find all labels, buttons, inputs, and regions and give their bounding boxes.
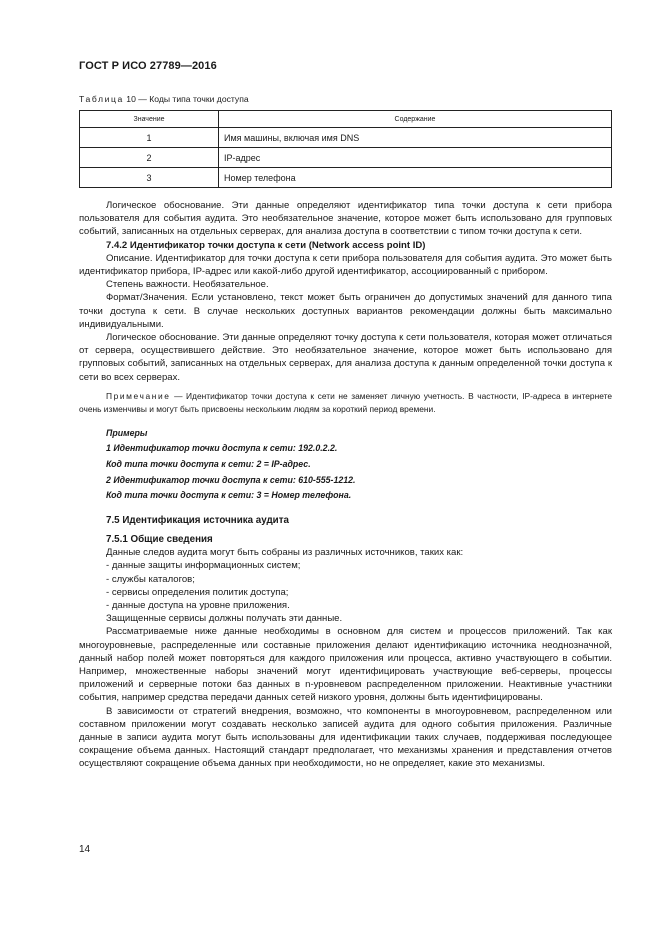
column-header-content: Содержание [219, 111, 612, 128]
paragraph-protected-services: Защищенные сервисы должны получать эти данные. [106, 613, 343, 625]
list-item: - данные доступа на уровне приложения. [106, 600, 290, 612]
page-number: 14 [79, 844, 91, 855]
table-cell-value: 1 [80, 128, 219, 148]
example-line: 2 Идентификатор точки доступа к сети: 610-555-1212. [106, 474, 356, 485]
paragraph-description: Описание. Идентификатор для точки доступа к сети прибора пользователя для события аудита. Это может быть идентификатор прибора, IP-адрес или какой-либо другой идентификатор, ассоциированный с прибором. [79, 252, 612, 278]
subsection-heading-7-4-2: 7.4.2 Идентификатор точки доступа к сети (Network access point ID) [106, 239, 426, 251]
note-text: — Идентификатор точки доступа к сети не заменяет личную учетность. В частности, IP-адреса в интернете очень изменчивы и могут быть присвоены нескольким людям за короткий период времени. [79, 390, 612, 414]
examples-block [79, 426, 612, 504]
examples-title: Примеры [106, 427, 148, 438]
note [79, 390, 612, 416]
list-item: - сервисы определения политик доступа; [106, 586, 289, 598]
list-item: - службы каталогов; [106, 573, 195, 585]
paragraph-multitier: Рассматриваемые ниже данные необходимы в основном для систем и процессов приложений. Так как многоуровневые, распределенные или составные приложения делают идентификацию источника неоднозначной, данный набор полей может повторяться для каждого приложения или процесса, активно участвующего в событии. Например, множественные наборы значений могут идентифицировать участвующие веб-серверы, процессы приложений и серверные потоки баз данных в n-уровневом распределенном приложении. Неактивные участники события, например средства передачи данных сетей низкого уровня, должны быть идентифицированы. [79, 626, 612, 704]
list-item: - данные защиты информационных систем; [106, 560, 301, 572]
table-cell-value: 3 [80, 168, 219, 188]
sources-list [79, 559, 612, 612]
section-heading-7-5: 7.5 Идентификация источника аудита [106, 514, 289, 526]
table-caption-word: Таблица [79, 94, 124, 104]
table-cell-content: IP-адрес [219, 148, 612, 168]
note-label: Примечание [106, 390, 171, 401]
paragraph-sources-intro: Данные следов аудита могут быть собраны из различных источников, таких как: [106, 547, 464, 559]
example-line: 1 Идентификатор точки доступа к сети: 192.0.2.2. [106, 443, 338, 454]
table-row [80, 168, 612, 188]
paragraph-importance: Степень важности. Необязательное. [106, 279, 269, 291]
table-header-row [80, 111, 612, 128]
table-cell-content: Номер телефона [219, 168, 612, 188]
table-cell-value: 2 [80, 148, 219, 168]
paragraph-rationale-point: Логическое обоснование. Эти данные определяют точку доступа к сети пользователя, которая может отличаться от сервера, осуществившего действие. Это необязательное значение, которое может быть использовано для групповых событий, записанных на отдельных серверах, для анализа доступа к данным определенной точки доступа к сети во всех серверах. [79, 332, 612, 383]
table-caption-rest: 10 — Коды типа точки доступа [123, 94, 249, 104]
example-line: Код типа точки доступа к сети: 2 = IP-адрес. [106, 459, 311, 470]
table-cell-content: Имя машины, включая имя DNS [219, 128, 612, 148]
paragraph-rationale-type: Логическое обоснование. Эти данные определяют идентификатор типа точки доступа к сети прибора пользователя для события аудита. Это необязательное значение, которое может быть использовано для групповых событий, записанных на отдельных серверах, для анализа доступа в соответствии с типом точки доступа к сети. [79, 200, 612, 238]
standard-header: ГОСТ Р ИСО 27789—2016 [79, 60, 217, 72]
column-header-value: Значение [80, 111, 219, 128]
paragraph-format: Формат/Значения. Если установлено, текст может быть ограничен до допустимых значений для данного типа точки доступа к сети. В случае нескольких доступных вариантов рекомендации должны быть максимально индивидуальными. [79, 292, 612, 330]
subsection-heading-7-5-1: 7.5.1 Общие сведения [106, 534, 213, 546]
table-caption [79, 94, 249, 104]
table-row [80, 148, 612, 168]
paragraph-strategy: В зависимости от стратегий внедрения, возможно, что компоненты в многоуровневом, распределенном или составном приложении могут создавать несколько записей аудита для одного события приложения. Различные данные в записи аудита могут быть использованы для идентификации таких случаев, поддерживая последующее сокращение объема данных. Настоящий стандарт предполагает, что механизмы хранения и представления отчетов осуществляют сокращение объема данных при необходимости, но не определяет, какие это механизмы. [79, 705, 612, 770]
table-row [80, 128, 612, 148]
example-line: Код типа точки доступа к сети: 3 = Номер телефона. [106, 490, 352, 501]
document-body [79, 199, 612, 771]
access-point-codes-table [79, 110, 612, 188]
